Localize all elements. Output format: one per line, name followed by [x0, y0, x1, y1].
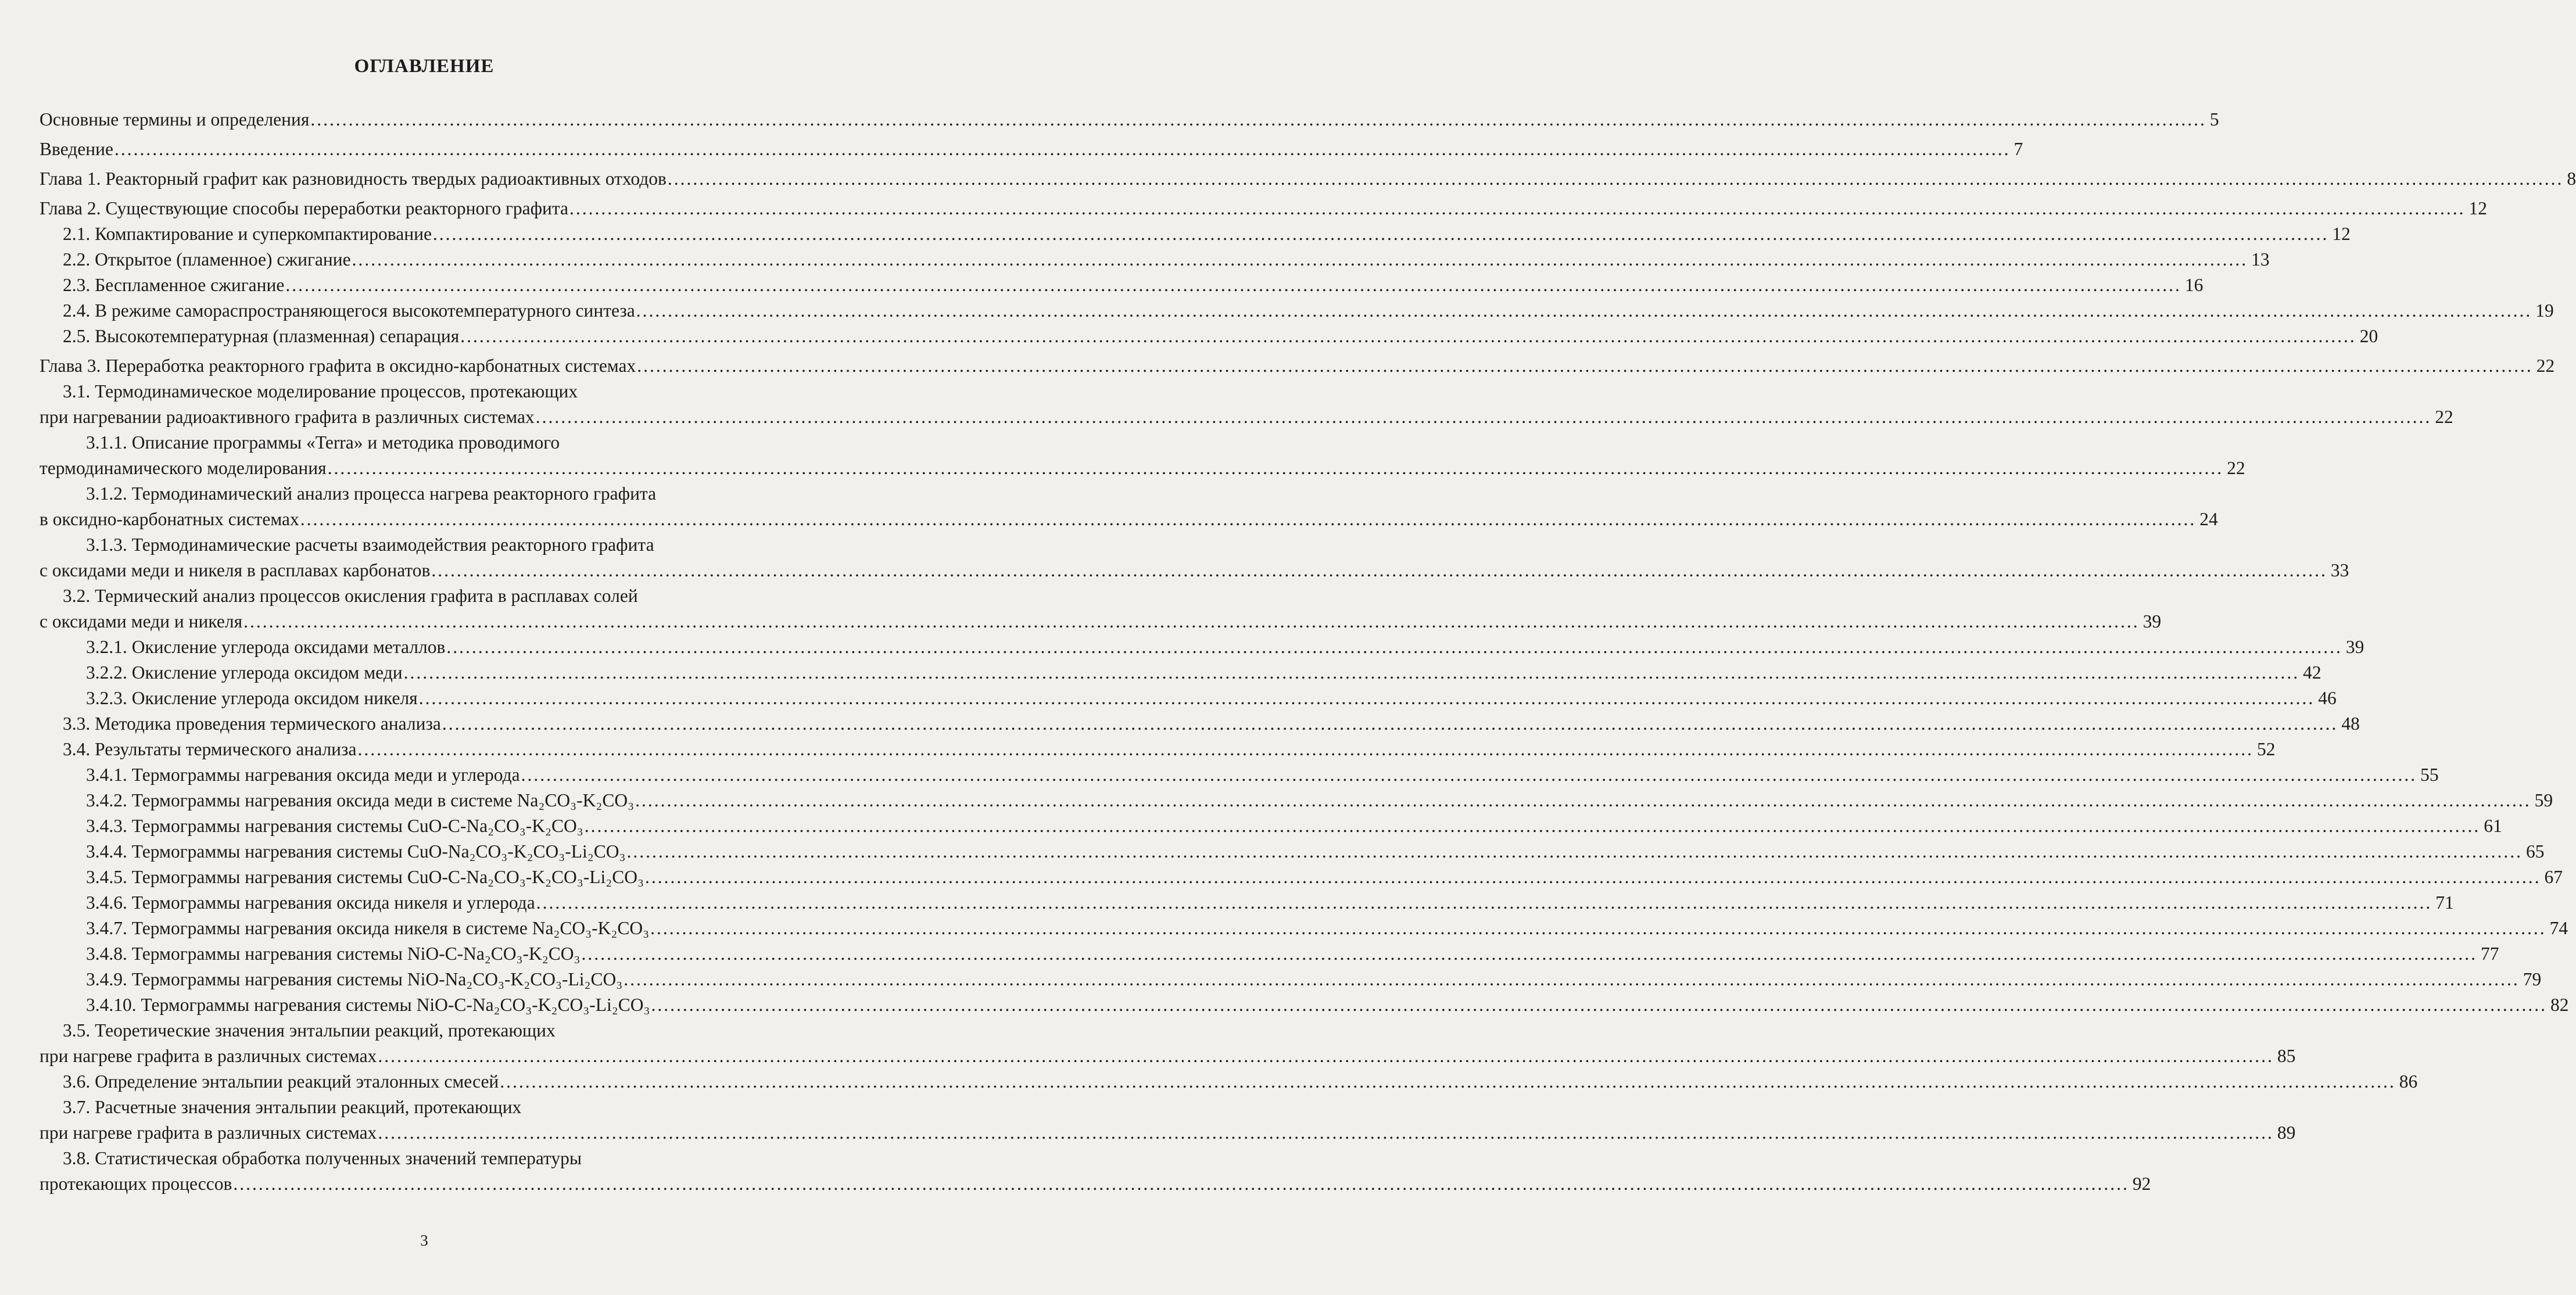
toc-entry-title: 3.1.3. Термодинамические расчеты взаимодействия реакторного графита [86, 534, 654, 555]
toc-entry [40, 353, 2555, 379]
toc-leader-line [40, 1069, 2418, 1095]
dot-leader: ............................................................................................................................................................................................................................................................................................................ [442, 713, 2338, 734]
toc-entry [40, 992, 2569, 1018]
toc-leader-line [40, 298, 2554, 324]
toc-entry-title: 3.3. Методика проведения термического анализа [63, 713, 441, 734]
toc-entry [40, 1018, 2296, 1069]
toc-entry [40, 1095, 2296, 1146]
toc-leader-line [40, 1043, 2296, 1069]
toc-leader-line [40, 107, 2219, 132]
toc-entry-title: Глава 1. Реакторный графит как разновидность твердых радиоактивных отходов [40, 168, 667, 189]
dot-leader: ............................................................................................................................................................................................................................................................................................................ [569, 198, 2466, 218]
toc-entry [40, 864, 2563, 890]
toc-page-number: 5 [2209, 109, 2219, 130]
toc-entry-title-continuation: при нагревании радиоактивного графита в различных системах [40, 407, 535, 427]
toc-leader-line [40, 941, 2499, 967]
toc-leader-line [40, 992, 2569, 1018]
toc-page-number: 77 [2481, 944, 2499, 964]
toc-entry-title-continuation: термодинамического моделирования [40, 458, 327, 478]
dot-leader: ............................................................................................................................................................................................................................................................................................................ [418, 688, 2315, 708]
dot-leader: ............................................................................................................................................................................................................................................................................................................ [431, 560, 2327, 580]
toc-leader-line [40, 890, 2454, 916]
dot-leader: ............................................................................................................................................................................................................................................................................................................ [626, 841, 2523, 862]
toc-entry-title: 3.4.3. Термограммы нагревания системы CuO-C-Na₂CO₃-K₂CO₃ [86, 816, 583, 836]
toc-entry-title: Глава 2. Существующие способы переработки реакторного графита [40, 198, 569, 218]
toc-entry [40, 813, 2502, 839]
toc-entry [40, 430, 2245, 481]
toc-entry [40, 166, 2576, 192]
toc-entry-title: 3.4.5. Термограммы нагревания системы CuO-C-Na₂CO₃-K₂CO₃-Li₂CO₃ [86, 867, 644, 887]
toc-page-number: 85 [2277, 1046, 2296, 1066]
toc-entry-title: 3.2.2. Окисление углерода оксидом меди [86, 662, 403, 683]
dot-leader: ............................................................................................................................................................................................................................................................................................................ [460, 326, 2356, 346]
dot-leader: ............................................................................................................................................................................................................................................................................................................ [535, 407, 2432, 427]
toc-entry [40, 890, 2454, 916]
toc-leader-line [40, 353, 2555, 379]
toc-leader-line [40, 404, 2453, 430]
toc-page-number: 13 [2251, 249, 2270, 270]
dot-leader: ............................................................................................................................................................................................................................................................................................................ [114, 139, 2011, 159]
dot-leader: ............................................................................................................................................................................................................................................................................................................ [536, 892, 2432, 913]
toc-page-number: 16 [2184, 275, 2204, 295]
toc-entry-title-continuation: при нагреве графита в различных системах [40, 1122, 377, 1143]
toc-page-number: 52 [2256, 739, 2276, 759]
dot-leader: ............................................................................................................................................................................................................................................................................................................ [285, 275, 2181, 295]
toc-leader-line [40, 558, 2349, 583]
dot-leader: ............................................................................................................................................................................................................................................................................................................ [624, 969, 2520, 989]
toc-page-number: 48 [2341, 713, 2360, 734]
toc-entry [40, 941, 2499, 967]
toc-leader-line [40, 166, 2576, 192]
dot-leader: ............................................................................................................................................................................................................................................................................................................ [378, 1046, 2274, 1066]
toc-entry [40, 1069, 2418, 1095]
toc-entry [40, 107, 2219, 132]
toc-leader-line [40, 507, 2218, 532]
dot-leader: ............................................................................................................................................................................................................................................................................................................ [651, 995, 2547, 1015]
toc-page-number: 67 [2544, 867, 2563, 887]
dot-leader: ............................................................................................................................................................................................................................................................................................................ [650, 918, 2546, 938]
toc-entry-title: 3.5. Теоретические значения энтальпии реакций, протекающих [63, 1020, 556, 1041]
toc-entry-title: 3.4.10. Термограммы нагревания системы NiO-C-Na₂CO₃-K₂CO₃-Li₂CO₃ [86, 995, 650, 1015]
toc-entry [40, 196, 2488, 221]
dot-leader: ............................................................................................................................................................................................................................................................................................................ [636, 300, 2532, 321]
toc-entry [40, 221, 2351, 247]
toc-entry [40, 583, 2162, 634]
toc-entry [40, 711, 2360, 737]
dot-leader: ............................................................................................................................................................................................................................................................................................................ [352, 249, 2248, 270]
toc-page-number: 42 [2303, 662, 2321, 683]
dot-leader: ............................................................................................................................................................................................................................................................................................................ [403, 662, 2300, 683]
toc-entry-title: 3.4.7. Термограммы нагревания оксида никеля в системе Na₂CO₃-K₂CO₃ [86, 918, 650, 938]
toc-leader-line [40, 967, 2542, 992]
dot-leader: ............................................................................................................................................................................................................................................................................................................ [584, 816, 2481, 836]
toc-page-number: 8 [2567, 168, 2576, 189]
toc-entry-title: 3.8. Статистическая обработка полученных значений температуры [63, 1148, 582, 1168]
toc-page-number: 24 [2199, 509, 2218, 529]
toc-leader-line [40, 324, 2378, 349]
toc-entry [40, 967, 2542, 992]
toc-entry-title: 2.2. Открытое (пламенное) сжигание [63, 249, 351, 270]
dot-leader: ............................................................................................................................................................................................................................................................................................................ [378, 1122, 2274, 1143]
toc-entry-title: 3.2.1. Окисление углерода оксидами металлов [86, 637, 446, 657]
toc-entry-title: 3.4.8. Термограммы нагревания системы NiO-C-Na₂CO₃-K₂CO₃ [86, 944, 581, 964]
toc-entry-title: 3.7. Расчетные значения энтальпии реакций, протекающих [63, 1097, 522, 1117]
toc-entry-title: 3.2.3. Окисление углерода оксидом никеля [86, 688, 418, 708]
toc-page-number: 86 [2399, 1071, 2418, 1092]
toc-entry [40, 634, 2364, 660]
toc-leader-line [40, 711, 2360, 737]
toc-entry [40, 324, 2378, 349]
toc-entry [40, 298, 2554, 324]
toc-entry [40, 272, 2204, 298]
toc-entry [40, 916, 2568, 941]
toc-entry [40, 247, 2270, 272]
dot-leader: ............................................................................................................................................................................................................................................................................................................ [667, 168, 2564, 189]
dot-leader: ............................................................................................................................................................................................................................................................................................................ [500, 1071, 2396, 1092]
toc-leader-line [40, 221, 2351, 247]
toc-leader-line [40, 272, 2204, 298]
toc-page-number: 59 [2534, 790, 2553, 810]
toc-entry-title: 3.4.6. Термограммы нагревания оксида никеля и углерода [86, 892, 535, 913]
toc-entry-title: 3.4.2. Термограммы нагревания оксида меди в системе Na₂CO₃-K₂CO₃ [86, 790, 635, 810]
toc-entry [40, 762, 2439, 788]
toc-leader-line [40, 1171, 2151, 1197]
toc-page-number: 55 [2420, 765, 2439, 785]
toc-entry-title-continuation: при нагреве графита в различных системах [40, 1046, 377, 1066]
dot-leader: ............................................................................................................................................................................................................................................................................................................ [327, 458, 2224, 478]
toc-page-number: 19 [2535, 300, 2554, 321]
toc-leader-line [40, 1120, 2296, 1146]
toc-entry [40, 660, 2321, 686]
toc-page-number: 39 [2143, 611, 2162, 632]
toc-leader-line [40, 762, 2439, 788]
toc-page-number: 33 [2330, 560, 2349, 580]
toc-page-number: 61 [2484, 816, 2502, 836]
dot-leader: ............................................................................................................................................................................................................................................................................................................ [521, 765, 2417, 785]
toc-entry-title: Основные термины и определения [40, 109, 310, 130]
toc-entry-title: 3.1.2. Термодинамический анализ процесса нагрева реакторного графита [86, 483, 657, 504]
dot-leader: ............................................................................................................................................................................................................................................................................................................ [432, 224, 2329, 244]
table-of-contents [40, 107, 2576, 1197]
toc-leader-line [40, 864, 2563, 890]
dot-leader: ............................................................................................................................................................................................................................................................................................................ [581, 944, 2477, 964]
toc-entry-title: 3.4.9. Термограммы нагревания системы NiO-Na₂CO₃-K₂CO₃-Li₂CO₃ [86, 969, 623, 989]
dot-leader: ............................................................................................................................................................................................................................................................................................................ [635, 790, 2531, 810]
toc-entry-title: 3.1. Термодинамическое моделирование процессов, протекающих [63, 381, 578, 401]
toc-entry-title: Введение [40, 139, 113, 159]
toc-page-number: 20 [2359, 326, 2378, 346]
toc-page-number: 79 [2523, 969, 2542, 989]
toc-leader-line [40, 916, 2568, 941]
toc-page-number: 92 [2132, 1174, 2151, 1194]
toc-leader-line [40, 788, 2553, 813]
toc-entry-title: 2.1. Компактирование и суперкомпактирование [63, 224, 432, 244]
toc-leader-line [40, 137, 2023, 162]
toc-entry-title: 2.3. Беспламенное сжигание [63, 275, 285, 295]
toc-entry-title-continuation: в оксидно-карбонатных системах [40, 509, 299, 529]
toc-page-number: 12 [2468, 198, 2488, 218]
toc-entry [40, 1146, 2151, 1197]
toc-leader-line [40, 455, 2245, 481]
page-number: 3 [420, 1232, 428, 1249]
toc-page-number: 22 [2536, 356, 2555, 376]
toc-page-number: 89 [2277, 1122, 2296, 1143]
toc-entry-title: Глава 3. Переработка реакторного графита в оксидно-карбонатных системах [40, 356, 636, 376]
toc-entry-title: 3.6. Определение энтальпии реакций эталонных смесей [63, 1071, 499, 1092]
dot-leader: ............................................................................................................................................................................................................................................................................................................ [310, 109, 2206, 130]
toc-page-number: 22 [2227, 458, 2245, 478]
toc-entry-title: 3.4.4. Термограммы нагревания системы CuO-Na₂CO₃-K₂CO₃-Li₂CO₃ [86, 841, 626, 862]
toc-entry [40, 481, 2218, 532]
dot-leader: ............................................................................................................................................................................................................................................................................................................ [243, 611, 2140, 632]
toc-leader-line [40, 247, 2270, 272]
toc-page-number: 39 [2345, 637, 2364, 657]
toc-page-number: 65 [2525, 841, 2545, 862]
toc-leader-line [40, 686, 2337, 711]
toc-page-number: 74 [2549, 918, 2568, 938]
toc-entry-title-continuation: с оксидами меди и никеля в расплавах карбонатов [40, 560, 431, 580]
toc-page-number: 46 [2318, 688, 2337, 708]
toc-entry [40, 686, 2337, 711]
toc-entry [40, 737, 2276, 762]
toc-page-number: 71 [2435, 892, 2454, 913]
toc-entry-title: 3.2. Термический анализ процессов окисления графита в расплавах солей [63, 586, 638, 606]
toc-leader-line [40, 737, 2276, 762]
dot-leader: ............................................................................................................................................................................................................................................................................................................ [637, 356, 2533, 376]
dot-leader: ............................................................................................................................................................................................................................................................................................................ [300, 509, 2197, 529]
toc-entry-title-continuation: протекающих процессов [40, 1174, 232, 1194]
toc-entry-title: 2.5. Высокотемпературная (плазменная) сепарация [63, 326, 460, 346]
toc-entry [40, 137, 2023, 162]
toc-leader-line [40, 609, 2162, 634]
dot-leader: ............................................................................................................................................................................................................................................................................................................ [233, 1174, 2129, 1194]
toc-entry-title-continuation: с оксидами меди и никеля [40, 611, 243, 632]
toc-page-number: 7 [2013, 139, 2023, 159]
toc-leader-line [40, 839, 2545, 864]
toc-entry [40, 532, 2349, 583]
toc-entry [40, 788, 2553, 813]
toc-leader-line [40, 634, 2364, 660]
toc-entry-title: 3.4.1. Термограммы нагревания оксида меди и углерода [86, 765, 520, 785]
toc-leader-line [40, 660, 2321, 686]
toc-page-number: 22 [2435, 407, 2453, 427]
dot-leader: ............................................................................................................................................................................................................................................................................................................ [357, 739, 2253, 759]
page-title: ОГЛАВЛЕНИЕ [354, 56, 495, 77]
toc-entry-title: 2.4. В режиме самораспространяющегося высокотемпературного синтеза [63, 300, 635, 321]
toc-leader-line [40, 196, 2488, 221]
toc-entry [40, 379, 2453, 430]
toc-leader-line [40, 813, 2502, 839]
toc-entry-title: 3.4. Результаты термического анализа [63, 739, 357, 759]
toc-entry-title: 3.1.1. Описание программы «Terra» и методика проводимого [86, 432, 560, 453]
dot-leader: ............................................................................................................................................................................................................................................................................................................ [644, 867, 2541, 887]
toc-entry [40, 839, 2545, 864]
toc-page-number: 82 [2550, 995, 2569, 1015]
dot-leader: ............................................................................................................................................................................................................................................................................................................ [446, 637, 2342, 657]
toc-page-number: 12 [2332, 224, 2351, 244]
